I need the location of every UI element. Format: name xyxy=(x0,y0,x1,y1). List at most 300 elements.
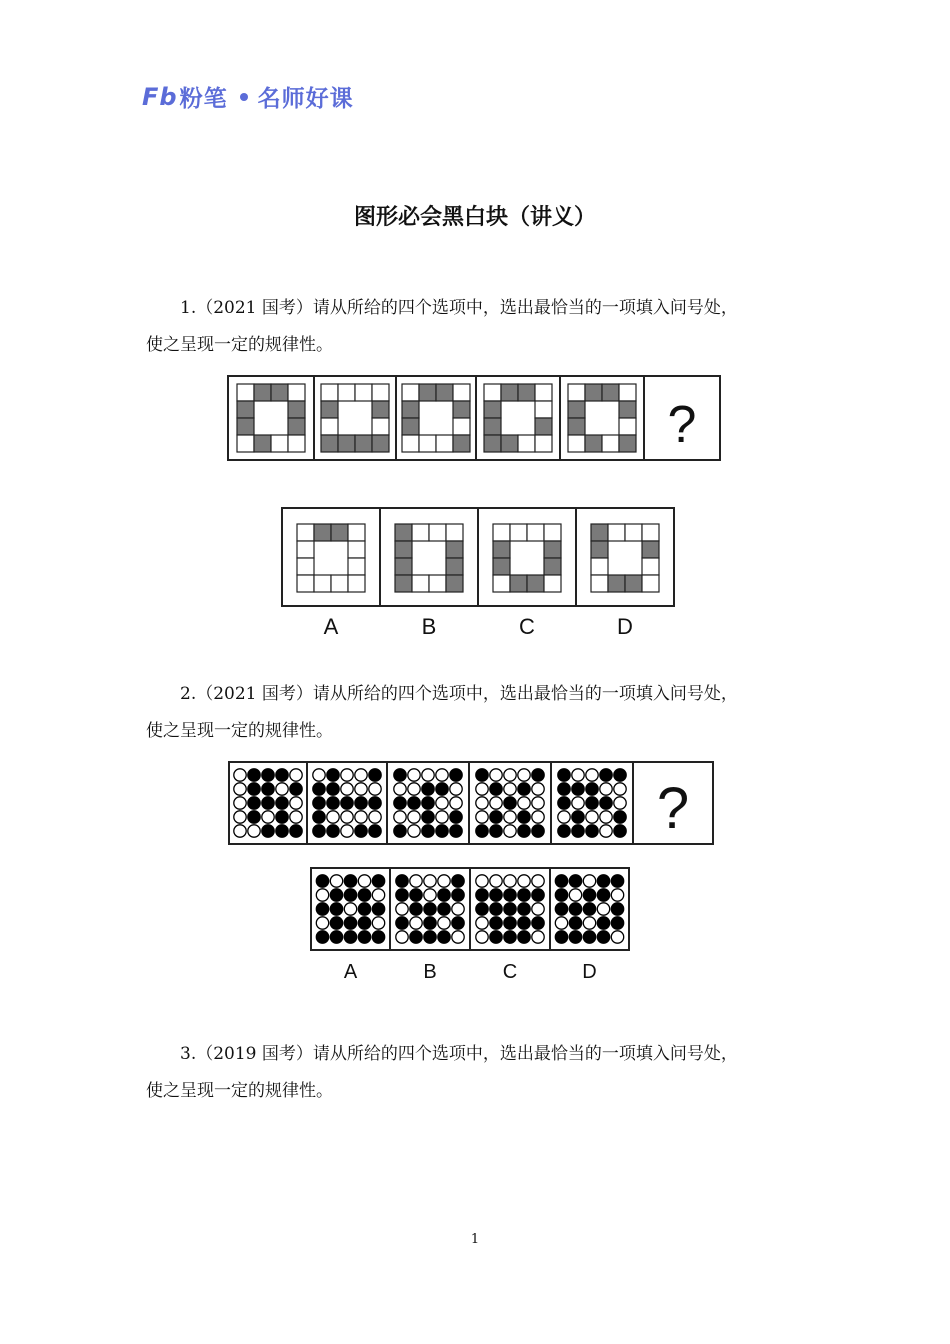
white-dot xyxy=(394,811,406,823)
ring-cell xyxy=(619,401,636,418)
black-dot xyxy=(518,917,530,929)
black-dot xyxy=(614,769,626,781)
black-dot xyxy=(518,811,530,823)
ring-cell xyxy=(527,524,544,541)
ring-cell xyxy=(355,435,372,452)
black-dot xyxy=(330,931,342,943)
ring-cell xyxy=(602,384,619,401)
black-dot xyxy=(504,889,516,901)
black-dot xyxy=(597,889,609,901)
white-dot xyxy=(234,811,246,823)
ring-cell xyxy=(331,524,348,541)
white-dot xyxy=(408,769,420,781)
white-dot xyxy=(532,931,544,943)
white-dot xyxy=(504,769,516,781)
white-dot xyxy=(341,783,353,795)
white-dot xyxy=(611,889,623,901)
ring-cell xyxy=(608,524,625,541)
black-dot xyxy=(490,903,502,915)
ring-cell xyxy=(602,435,619,452)
black-dot xyxy=(276,797,288,809)
brand-name: 粉笔 xyxy=(179,86,228,112)
white-dot xyxy=(316,889,328,901)
white-dot xyxy=(369,811,381,823)
black-dot xyxy=(452,917,464,929)
ring-cell xyxy=(619,435,636,452)
black-dot xyxy=(327,825,339,837)
black-dot xyxy=(422,783,434,795)
option-label-C: C xyxy=(502,961,518,983)
ring-cell xyxy=(436,435,453,452)
question-2 xyxy=(146,676,806,750)
ring-cell xyxy=(501,435,518,452)
ring-cell xyxy=(591,524,608,541)
ring-cell xyxy=(254,435,271,452)
ring-cell xyxy=(419,384,436,401)
ring-cell xyxy=(493,575,510,592)
black-dot xyxy=(518,903,530,915)
question-1-line-2: 使之呈现一定的规律性。 xyxy=(146,335,333,355)
black-dot xyxy=(518,889,530,901)
option-figure-A xyxy=(316,875,384,943)
white-dot xyxy=(436,769,448,781)
black-dot xyxy=(583,889,595,901)
black-dot xyxy=(586,797,598,809)
question-mark: ? xyxy=(667,396,697,454)
black-dot xyxy=(504,797,516,809)
black-dot xyxy=(452,875,464,887)
white-dot xyxy=(600,825,612,837)
black-dot xyxy=(394,769,406,781)
option-label-B: B xyxy=(421,614,437,639)
option-label-A: A xyxy=(323,614,339,639)
stem-figure-3 xyxy=(394,769,462,837)
white-dot xyxy=(424,875,436,887)
white-dot xyxy=(518,875,530,887)
white-dot xyxy=(396,931,408,943)
ring-cell xyxy=(297,575,314,592)
black-dot xyxy=(558,797,570,809)
ring-cell xyxy=(348,575,365,592)
black-dot xyxy=(490,931,502,943)
white-dot xyxy=(234,797,246,809)
black-dot xyxy=(344,917,356,929)
option-label-A: A xyxy=(343,961,358,983)
white-dot xyxy=(518,769,530,781)
question-3 xyxy=(146,1036,806,1110)
page-number: 1 xyxy=(470,1232,480,1247)
ring-cell xyxy=(395,575,412,592)
black-dot xyxy=(290,783,302,795)
black-dot xyxy=(358,917,370,929)
black-dot xyxy=(476,769,488,781)
ring-cell xyxy=(535,435,552,452)
ring-cell xyxy=(518,435,535,452)
black-dot xyxy=(490,889,502,901)
black-dot xyxy=(408,797,420,809)
white-dot xyxy=(611,931,623,943)
ring-cell xyxy=(501,384,518,401)
ring-cell xyxy=(453,418,470,435)
white-dot xyxy=(422,769,434,781)
ring-cell xyxy=(372,384,389,401)
ring-cell xyxy=(619,384,636,401)
white-dot xyxy=(450,797,462,809)
ring-cell xyxy=(338,435,355,452)
white-dot xyxy=(504,811,516,823)
white-dot xyxy=(600,783,612,795)
black-dot xyxy=(438,889,450,901)
ring-cell xyxy=(484,418,501,435)
white-dot xyxy=(234,783,246,795)
ring-cell xyxy=(297,558,314,575)
question-1-option-figures xyxy=(280,506,680,640)
white-dot xyxy=(341,825,353,837)
white-dot xyxy=(369,783,381,795)
ring-cell xyxy=(372,435,389,452)
black-dot xyxy=(569,903,581,915)
white-dot xyxy=(438,875,450,887)
black-dot xyxy=(532,825,544,837)
black-dot xyxy=(614,825,626,837)
black-dot xyxy=(586,783,598,795)
black-dot xyxy=(583,903,595,915)
white-dot xyxy=(248,825,260,837)
ring-cell xyxy=(493,558,510,575)
white-dot xyxy=(476,797,488,809)
black-dot xyxy=(358,889,370,901)
black-dot xyxy=(555,875,567,887)
white-dot xyxy=(394,783,406,795)
ring-cell xyxy=(271,384,288,401)
black-dot xyxy=(504,931,516,943)
white-dot xyxy=(290,811,302,823)
brand-dot-icon xyxy=(240,93,248,101)
ring-cell xyxy=(585,435,602,452)
ring-cell xyxy=(453,384,470,401)
white-dot xyxy=(490,769,502,781)
black-dot xyxy=(410,931,422,943)
black-dot xyxy=(313,825,325,837)
black-dot xyxy=(290,825,302,837)
white-dot xyxy=(358,875,370,887)
black-dot xyxy=(611,903,623,915)
black-dot xyxy=(330,903,342,915)
ring-cell xyxy=(535,384,552,401)
ring-cell xyxy=(348,524,365,541)
black-dot xyxy=(424,931,436,943)
ring-cell xyxy=(493,541,510,558)
ring-cell xyxy=(619,418,636,435)
question-2-line-1: 2.（2021 国考）请从所给的四个选项中，选出最恰当的一项填入问号处， xyxy=(180,684,738,704)
black-dot xyxy=(262,825,274,837)
stem-figure-1 xyxy=(234,769,302,837)
ring-cell xyxy=(591,541,608,558)
black-dot xyxy=(248,797,260,809)
question-3-line-2: 使之呈现一定的规律性。 xyxy=(146,1081,333,1101)
ring-cell xyxy=(585,384,602,401)
white-dot xyxy=(476,931,488,943)
white-dot xyxy=(424,889,436,901)
ring-cell xyxy=(297,524,314,541)
black-dot xyxy=(490,811,502,823)
white-dot xyxy=(330,875,342,887)
option-label-D: D xyxy=(617,614,633,639)
white-dot xyxy=(614,797,626,809)
black-dot xyxy=(558,769,570,781)
black-dot xyxy=(372,931,384,943)
ring-cell xyxy=(321,384,338,401)
white-dot xyxy=(532,875,544,887)
question-3-line-1: 3.（2019 国考）请从所给的四个选项中，选出最恰当的一项填入问号处， xyxy=(180,1044,738,1064)
white-dot xyxy=(341,811,353,823)
ring-cell xyxy=(254,384,271,401)
white-dot xyxy=(327,811,339,823)
black-dot xyxy=(555,931,567,943)
ring-cell xyxy=(321,418,338,435)
black-dot xyxy=(569,875,581,887)
black-dot xyxy=(558,783,570,795)
black-dot xyxy=(476,825,488,837)
option-figure-D xyxy=(555,875,623,943)
ring-cell xyxy=(237,401,254,418)
black-dot xyxy=(572,825,584,837)
ring-cell xyxy=(288,401,305,418)
black-dot xyxy=(327,797,339,809)
white-dot xyxy=(532,903,544,915)
black-dot xyxy=(313,797,325,809)
ring-cell xyxy=(436,384,453,401)
brand-logo xyxy=(142,80,354,113)
black-dot xyxy=(583,931,595,943)
black-dot xyxy=(424,903,436,915)
stem-figure-2 xyxy=(313,769,381,837)
ring-cell xyxy=(510,524,527,541)
white-dot xyxy=(518,797,530,809)
white-dot xyxy=(476,811,488,823)
ring-cell xyxy=(591,575,608,592)
black-dot xyxy=(436,825,448,837)
ring-cell xyxy=(535,401,552,418)
black-dot xyxy=(369,769,381,781)
black-dot xyxy=(476,889,488,901)
black-dot xyxy=(248,783,260,795)
black-dot xyxy=(422,825,434,837)
black-dot xyxy=(555,903,567,915)
black-dot xyxy=(394,825,406,837)
black-dot xyxy=(450,811,462,823)
black-dot xyxy=(422,797,434,809)
ring-cell xyxy=(446,541,463,558)
ring-cell xyxy=(395,524,412,541)
ring-cell xyxy=(446,524,463,541)
ring-cell xyxy=(372,401,389,418)
white-dot xyxy=(586,811,598,823)
black-dot xyxy=(611,917,623,929)
white-dot xyxy=(438,917,450,929)
black-dot xyxy=(276,811,288,823)
black-dot xyxy=(341,797,353,809)
ring-cell xyxy=(355,384,372,401)
black-dot xyxy=(410,889,422,901)
black-dot xyxy=(438,931,450,943)
ring-cell xyxy=(453,435,470,452)
black-dot xyxy=(490,783,502,795)
black-dot xyxy=(518,931,530,943)
ring-cell xyxy=(314,575,331,592)
question-2-option-figures xyxy=(309,866,633,986)
ring-cell xyxy=(237,418,254,435)
ring-cell xyxy=(348,541,365,558)
white-dot xyxy=(614,783,626,795)
ring-cell xyxy=(535,418,552,435)
white-dot xyxy=(452,931,464,943)
black-dot xyxy=(330,917,342,929)
ring-cell xyxy=(412,575,429,592)
ring-cell xyxy=(544,575,561,592)
ring-cell xyxy=(402,384,419,401)
ring-cell xyxy=(331,575,348,592)
white-dot xyxy=(410,875,422,887)
black-dot xyxy=(518,825,530,837)
white-dot xyxy=(408,811,420,823)
black-dot xyxy=(572,783,584,795)
ring-cell xyxy=(395,541,412,558)
ring-cell xyxy=(395,558,412,575)
white-dot xyxy=(408,825,420,837)
ring-cell xyxy=(544,541,561,558)
black-dot xyxy=(597,931,609,943)
ring-cell xyxy=(510,575,527,592)
black-dot xyxy=(600,769,612,781)
white-dot xyxy=(452,903,464,915)
ring-cell xyxy=(297,541,314,558)
ring-cell xyxy=(568,401,585,418)
question-2-line-2: 使之呈现一定的规律性。 xyxy=(146,721,333,741)
black-dot xyxy=(450,769,462,781)
black-dot xyxy=(316,931,328,943)
ring-cell xyxy=(625,524,642,541)
black-dot xyxy=(450,825,462,837)
white-dot xyxy=(262,811,274,823)
ring-cell xyxy=(288,435,305,452)
white-dot xyxy=(504,875,516,887)
black-dot xyxy=(262,783,274,795)
black-dot xyxy=(394,797,406,809)
ring-cell xyxy=(348,558,365,575)
black-dot xyxy=(490,917,502,929)
black-dot xyxy=(248,769,260,781)
black-dot xyxy=(248,811,260,823)
black-dot xyxy=(316,903,328,915)
ring-cell xyxy=(608,575,625,592)
black-dot xyxy=(424,917,436,929)
black-dot xyxy=(597,875,609,887)
white-dot xyxy=(290,797,302,809)
ring-cell xyxy=(493,524,510,541)
black-dot xyxy=(313,811,325,823)
ring-cell xyxy=(288,418,305,435)
ring-cell xyxy=(642,575,659,592)
white-dot xyxy=(532,783,544,795)
option-figure-B xyxy=(396,875,464,943)
black-dot xyxy=(586,825,598,837)
brand-mark: Fb xyxy=(142,82,178,111)
ring-cell xyxy=(412,524,429,541)
ring-cell xyxy=(321,401,338,418)
ring-cell xyxy=(642,524,659,541)
ring-cell xyxy=(484,384,501,401)
ring-cell xyxy=(338,384,355,401)
black-dot xyxy=(555,889,567,901)
black-dot xyxy=(262,769,274,781)
black-dot xyxy=(532,769,544,781)
ring-cell xyxy=(271,435,288,452)
white-dot xyxy=(597,903,609,915)
black-dot xyxy=(452,889,464,901)
black-dot xyxy=(396,875,408,887)
black-dot xyxy=(600,797,612,809)
white-dot xyxy=(234,825,246,837)
black-dot xyxy=(372,903,384,915)
white-dot xyxy=(234,769,246,781)
ring-cell xyxy=(429,524,446,541)
white-dot xyxy=(450,783,462,795)
question-mark: ? xyxy=(656,776,690,841)
ring-cell xyxy=(321,435,338,452)
black-dot xyxy=(490,825,502,837)
option-figure-C xyxy=(476,875,544,943)
ring-cell xyxy=(568,418,585,435)
black-dot xyxy=(344,875,356,887)
black-dot xyxy=(313,783,325,795)
ring-cell xyxy=(484,401,501,418)
white-dot xyxy=(355,769,367,781)
black-dot xyxy=(344,931,356,943)
white-dot xyxy=(572,769,584,781)
ring-cell xyxy=(429,575,446,592)
option-label-D: D xyxy=(582,961,597,983)
stem-figure-5 xyxy=(558,769,626,837)
black-dot xyxy=(569,917,581,929)
ring-cell xyxy=(402,418,419,435)
black-dot xyxy=(316,875,328,887)
ring-cell xyxy=(419,435,436,452)
black-dot xyxy=(532,889,544,901)
black-dot xyxy=(422,811,434,823)
ring-cell xyxy=(642,541,659,558)
question-1-line-1: 1.（2021 国考）请从所给的四个选项中，选出最恰当的一项填入问号处， xyxy=(180,298,738,318)
ring-cell xyxy=(314,524,331,541)
white-dot xyxy=(408,783,420,795)
white-dot xyxy=(572,797,584,809)
black-dot xyxy=(396,917,408,929)
white-dot xyxy=(372,917,384,929)
ring-cell xyxy=(288,384,305,401)
black-dot xyxy=(558,825,570,837)
ring-cell xyxy=(402,435,419,452)
white-dot xyxy=(316,917,328,929)
white-dot xyxy=(532,797,544,809)
ring-cell xyxy=(484,435,501,452)
ring-cell xyxy=(544,524,561,541)
black-dot xyxy=(436,783,448,795)
black-dot xyxy=(355,825,367,837)
black-dot xyxy=(396,889,408,901)
black-dot xyxy=(262,797,274,809)
white-dot xyxy=(436,811,448,823)
brand-slogan: 名师好课 xyxy=(257,86,354,112)
